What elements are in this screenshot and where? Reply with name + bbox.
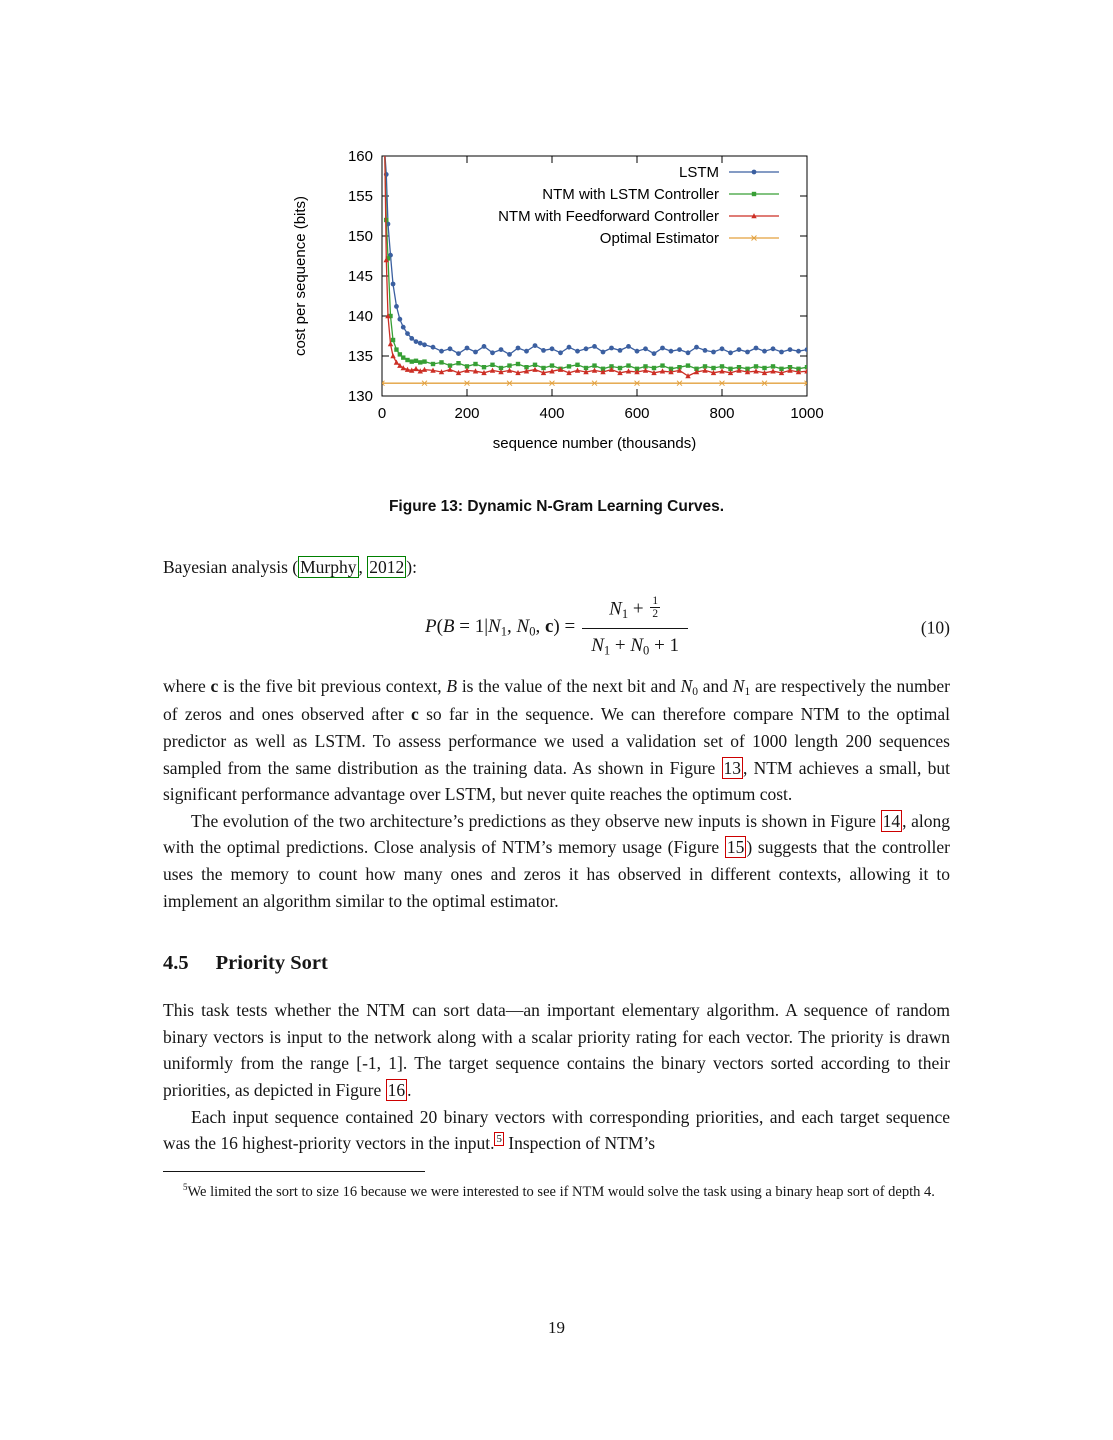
plot-series-group [379,146,809,386]
body-text [163,554,950,1203]
y-tick-label: 160 [347,148,373,165]
text-segment: c [210,675,219,696]
text-segment: ( [436,616,443,638]
legend-label: NTM with LSTM Controller [541,186,719,203]
equation-fraction [582,595,688,661]
legend-label: Optimal Estimator [599,230,719,247]
text-segment: , [535,616,545,638]
text-segment: 0 [643,643,650,658]
text-segment: 1 [603,643,611,658]
text-segment: , along with the optimal predictions. Close analysis of NTM’s memory usage (Figure [163,810,950,858]
x-tick-label: 800 [708,405,735,422]
legend-label: NTM with Feedforward Controller [497,208,719,225]
text-segment: N [516,616,530,638]
section-number: 4.5 [163,952,189,975]
text-segment: c [544,616,554,638]
footnote-ref-link[interactable]: 5 [496,1133,502,1146]
text-segment: N [609,598,622,620]
text-segment: = 1 [454,616,485,638]
legend-label: LSTM [678,164,719,181]
text-segment: This task tests whether the NTM can sort data—an important elementary algorithm. A sequence of random binary vectors is input to the network along with a scalar priority rating for each vector. The priority is drawn uniformly from the range [-1, 1]. The target sequence contains the binary vectors sorted according to their priorities, as depicted in Figure [163,1000,950,1101]
text-segment: 0 [692,685,699,698]
text-segment: so far in the sequence. We can therefore compare NTM to the optimal predictor as well as LSTM. To assess performance we used a validation set of 1000 length 200 sequences sampled from the same distribution as the training data. As shown in Figure [163,704,950,778]
x-tick-label: 200 [453,405,480,422]
section-heading-priority-sort [163,948,950,979]
equation-numerator [582,595,688,629]
text-segment: ): [406,557,417,577]
y-tick-label: 140 [347,308,373,325]
equation-number: (10) [920,617,950,638]
text-segment: 1 [744,685,751,698]
y-tick-label: 155 [347,188,373,205]
text-segment: B [446,675,458,696]
equation-denominator [582,629,688,661]
citation-link[interactable]: 2012 [369,557,405,577]
text-segment: The evolution of the two architecture’s predictions as they observe new inputs is shown in Figure [191,810,881,831]
paragraph-priority-sort-intro [163,997,950,1103]
text-segment: + 1 [649,634,680,656]
equation-lhs [425,613,575,642]
paragraph-input-sequence [163,1104,950,1157]
x-axis-label: sequence number (thousands) [492,435,696,452]
x-tick-label: 600 [623,405,650,422]
text-segment: Each input sequence contained 20 binary vectors with corresponding priorities, and each target sequence was the 16 highest-priority vectors in the input. [163,1106,950,1154]
text-segment: , NTM achieves a small, but significant performance advantage over LSTM, but never quite reaches the optimum cost. [163,757,950,805]
text-segment: ) = [553,616,576,638]
citation-link[interactable]: Murphy [300,557,357,577]
figure-13 [0,0,1113,516]
figure-ref-link[interactable]: 13 [723,757,742,778]
text-segment: and [698,675,733,696]
text-segment: N [732,675,745,696]
text-segment: 0 [529,624,536,639]
paragraph-context-explanation [163,673,950,808]
y-tick-label: 150 [347,228,373,245]
text-segment: ) suggests that the controller uses the memory to count how many ones and zeros it has observed in different contexts, allowing it to implement an algorithm similar to the optimal estimator. [163,837,950,911]
series-line-ntm-with-feedforward-controller [384,146,807,376]
footnote-text [163,1181,950,1203]
fraction-denominator: 2 [652,608,659,621]
text-segment: B [442,616,455,638]
text-segment: P [424,616,437,638]
text-segment: We limited the sort to size 16 because we were interested to see if NTM would solve the task using a binary heap sort of depth 4. [187,1183,935,1200]
text-segment: N [488,616,501,638]
series-line-lstm [384,148,807,354]
figure-ref-link[interactable]: 15 [726,837,745,858]
text-segment: 1 [500,624,507,639]
text-segment: | [484,616,489,638]
figure-caption: Figure 13: Dynamic N-Gram Learning Curves. [388,498,725,515]
x-tick-label: 400 [538,405,565,422]
section-title: Priority Sort [215,952,328,975]
text-segment: 1 [621,606,629,621]
text-segment: + [628,598,649,620]
text-segment: where [163,675,211,696]
text-segment: N [680,675,693,696]
figure-ref-link[interactable]: 14 [882,810,901,831]
text-segment: , [358,557,368,577]
text-segment: N [591,634,604,656]
equation-10 [163,595,950,661]
page-number: 19 [548,1318,565,1337]
text-segment: . [407,1080,412,1101]
figure-ref-link[interactable]: 16 [387,1080,406,1101]
footnote-rule [163,1171,425,1172]
y-tick-label: 130 [347,388,373,405]
equation-body [425,595,688,661]
paragraph-evolution [163,808,950,914]
text-segment: c [410,704,419,725]
text-segment: are respectively the number of zeros and ones observed after [163,675,950,725]
footnote-area [163,1171,950,1203]
paragraph-bayesian-intro [163,554,950,581]
text-segment: Inspection of NTM’s [503,1133,656,1154]
text-segment: N [630,634,644,656]
fraction-numerator: 1 [652,594,659,607]
text-segment: + [610,634,631,656]
y-tick-label: 145 [347,268,373,285]
text-segment: is the five bit previous context, [218,675,447,696]
text-segment [650,595,660,621]
text-segment: , [507,616,517,638]
text-segment: 5 [183,1181,188,1192]
x-tick-label: 1000 [789,405,824,422]
series-line-ntm-with-lstm-controller [384,146,807,369]
text-segment: is the value of the next bit and [457,675,681,696]
learning-curves-chart [277,146,837,476]
x-tick-label: 0 [377,405,386,422]
y-tick-label: 135 [347,348,373,365]
text-segment: Bayesian analysis ( [163,557,299,577]
y-axis-label: cost per sequence (bits) [291,195,309,357]
